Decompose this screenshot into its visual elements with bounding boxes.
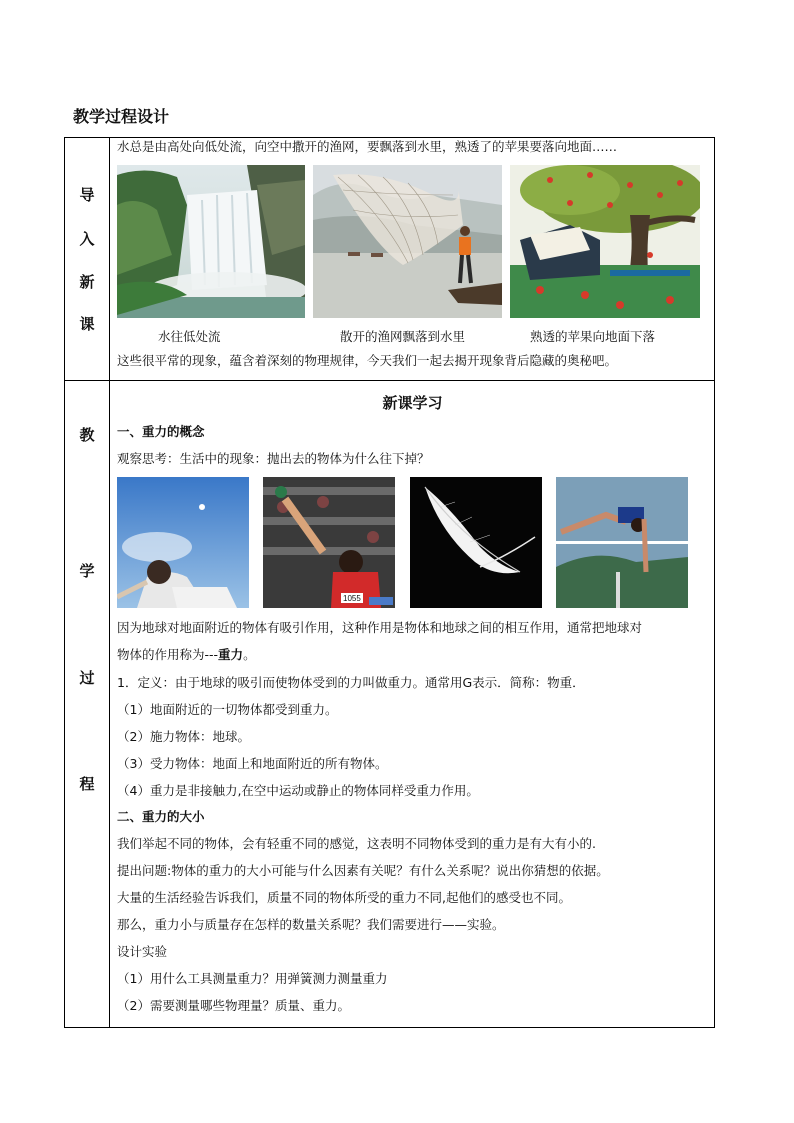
point-item: （4）重力是非接触力,在空中运动或静止的物体同样受重力作用。 bbox=[117, 783, 479, 798]
intro-label-char: 新 bbox=[79, 273, 95, 291]
paragraph-line: 我们举起不同的物体，会有轻重不同的感觉，这表明不同物体受到的重力是有大有小的. bbox=[117, 836, 596, 851]
section1-title: 一、重力的概念 bbox=[117, 424, 205, 439]
feather-image bbox=[410, 477, 542, 608]
intro-side-cell bbox=[65, 138, 110, 381]
intro-bottom-text: 这些很平常的现象，蕴含着深刻的物理规律，今天我们一起去揭开现象背后隐藏的奥秘吧。 bbox=[117, 353, 618, 368]
caption-net: 散开的渔网飘落到水里 bbox=[340, 329, 466, 344]
waterfall-image bbox=[117, 165, 305, 318]
process-label-char: 学 bbox=[79, 562, 95, 580]
fishing-net-image bbox=[313, 165, 502, 318]
page-title: 教学过程设计 bbox=[73, 107, 170, 126]
caption-apple: 熟透的苹果向地面下落 bbox=[530, 329, 656, 344]
paragraph-line: 大量的生活经验告诉我们，质量不同的物体所受的重力不同,起他们的感受也不同。 bbox=[117, 890, 571, 905]
paragraph-line: （2）需要测量哪些物理量？质量、重力。 bbox=[117, 998, 350, 1013]
intro-label-char: 课 bbox=[79, 315, 95, 333]
observe-text: 观察思考：生活中的现象：抛出去的物体为什么往下掉？ bbox=[117, 451, 430, 466]
point-item: （1）地面附近的一切物体都受到重力。 bbox=[117, 702, 338, 717]
intro-top-text: 水总是由高处向低处流，向空中撒开的渔网，要飘落到水里，熟透了的苹果要落向地面…… bbox=[117, 139, 618, 154]
definition-text: 1．定义：由于地球的吸引而使物体受到的力叫做重力。通常用G表示．简称：物重． bbox=[117, 675, 585, 690]
point-item: （2）施力物体：地球。 bbox=[117, 729, 250, 744]
ball-throw-image bbox=[117, 477, 249, 608]
explain-bold-term: 重力 bbox=[218, 647, 244, 662]
paragraph-line: 设计实验 bbox=[117, 944, 168, 959]
paragraph-line: （1）用什么工具测量重力？用弹簧测力测量重力 bbox=[117, 971, 388, 986]
point-item: （3）受力物体：地面上和地面附近的所有物体。 bbox=[117, 756, 388, 771]
process-label-char: 程 bbox=[79, 775, 95, 793]
apple-tree-image bbox=[510, 165, 700, 318]
high-jump-image bbox=[556, 477, 688, 608]
section2-title: 二、重力的大小 bbox=[117, 809, 205, 824]
explain-suffix: 。 bbox=[243, 647, 256, 662]
explain-line-2 bbox=[117, 646, 256, 664]
intro-label-char: 入 bbox=[79, 230, 95, 248]
explain-prefix: 物体的作用称为--- bbox=[117, 647, 219, 662]
intro-label-char: 导 bbox=[79, 186, 95, 204]
caption-waterfall: 水往低处流 bbox=[158, 329, 221, 344]
athlete-bib-number: 1055 bbox=[343, 594, 361, 603]
process-heading: 新课学习 bbox=[382, 394, 443, 412]
paragraph-line: 那么，重力小与质量存在怎样的数量关系呢？我们需要进行——实验。 bbox=[117, 917, 505, 932]
explain-line-1: 因为地球对地面附近的物体有吸引作用，这种作用是物体和地球之间的相互作用，通常把地球对 bbox=[117, 620, 643, 635]
process-side-cell bbox=[65, 381, 110, 1028]
process-label-char: 教 bbox=[79, 426, 95, 444]
paragraph-line: 提出问题:物体的重力的大小可能与什么因素有关呢？有什么关系呢？说出你猜想的依据。 bbox=[117, 863, 609, 878]
shot-put-image bbox=[263, 477, 395, 608]
process-label-char: 过 bbox=[79, 669, 95, 687]
